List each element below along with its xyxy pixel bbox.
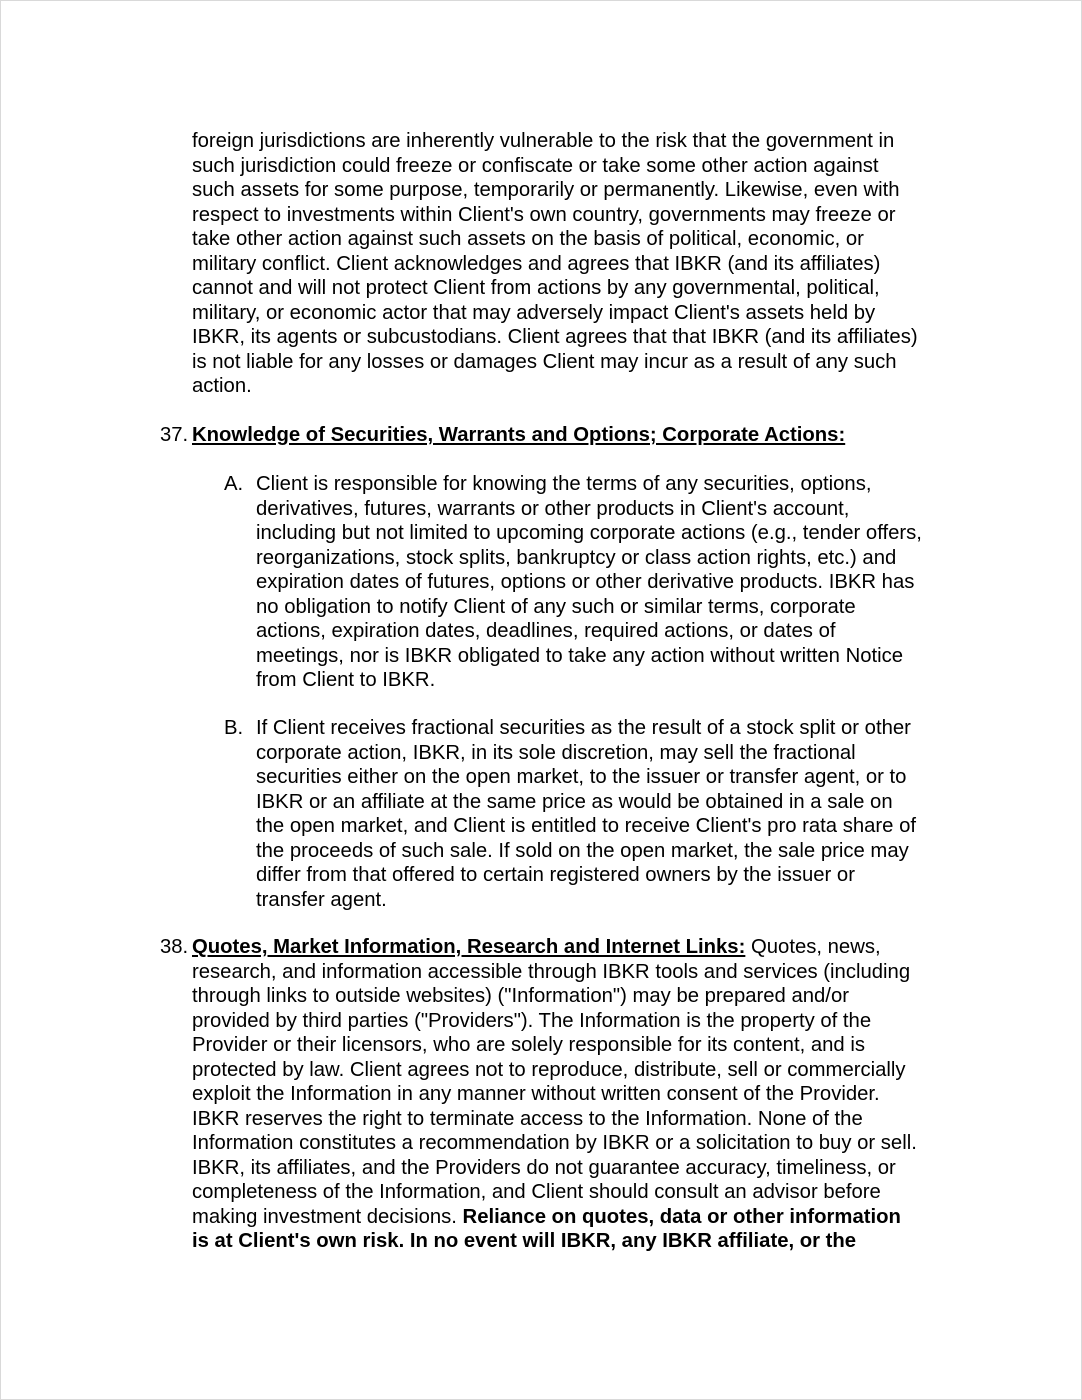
section-37-heading: Knowledge of Securities, Warrants and Options; Corporate Actions: <box>192 424 846 446</box>
section-38-heading: Quotes, Market Information, Research and Internet Links: <box>192 936 746 958</box>
section-38-paragraph <box>192 935 982 1254</box>
intro-paragraph: foreign jurisdictions are inherently vulnerable to the risk that the government in such jurisdiction could freeze or confiscate or take some other action against such assets for some purpose, temporarily or permanently. Likewise, even with respect to investments within Client's own country, governments may freeze or take other action against such assets on the basis of political, economic, or military conflict. Client acknowledges and agrees that IBKR (and its affiliates) cannot and will not protect Client from actions by any governmental, political, military, or economic actor that may adversely impact Client's assets held by IBKR, its agents or subcustodians. Client agrees that that IBKR (and its affiliates) is not liable for any losses or damages Client may incur as a result of any such action. <box>192 130 918 397</box>
section-37-item-a-text: Client is responsible for knowing the terms of any securities, options, derivatives, futures, warrants or other products in Client's account, including but not limited to upcoming corporate actions (e.g., tender offers, reorganizations, stock splits, bankruptcy or class action rights, etc.) and expiration dates of futures, options or other derivative products. IBKR has no obligation to notify Client of any such or similar terms, corporate actions, expiration dates, deadlines, required actions, or dates of meetings, nor is IBKR obligated to take any action without written Notice from Client to IBKR. <box>256 473 922 691</box>
section-38-body-text: research, and information accessible through IBKR tools and services (including through links to outside websites) ("Information") may be prepared and/or provided by third parties ("Providers"). The Information is the property of the Provider or their licensors, who are solely responsible for its content, and is protected by law. Client agrees not to reproduce, distribute, sell or commercially exploit the Information in any manner without written consent of the Provider. IBKR reserves the right to terminate access to the Information. None of the Information constitutes a recommendation by IBKR or a solicitation to buy or sell. IBKR, its affiliates, and the Providers do not guarantee accuracy, timeliness, or completeness of the Information, and Client should consult an advisor before making investment decisions. <box>192 960 917 1228</box>
section-37-item-a-letter: A. <box>224 473 244 495</box>
section-38-number: 38. <box>160 936 189 958</box>
section-37-item-b-text: If Client receives fractional securities as the result of a stock split or other corporate action, IBKR, in its sole discretion, may sell the fractional securities either on the open market, to the issuer or transfer agent, or to IBKR or an affiliate at the same price as would be obtained in a sale on the open market, and Client is entitled to receive Client's pro rata share of the proceeds of such sale. If sold on the open market, the sale price may differ from that offered to certain registered owners by the issuer or transfer agent. <box>256 717 916 911</box>
section-37-number: 37. <box>160 424 189 446</box>
section-37-item-b-letter: B. <box>224 717 244 739</box>
section-38-bold-text: Reliance on quotes, data or other information is at Client's own risk. In no event will IBKR, any IBKR affiliate, or the <box>192 1205 901 1252</box>
section-38-first-line-text: Quotes, news, <box>745 936 881 958</box>
